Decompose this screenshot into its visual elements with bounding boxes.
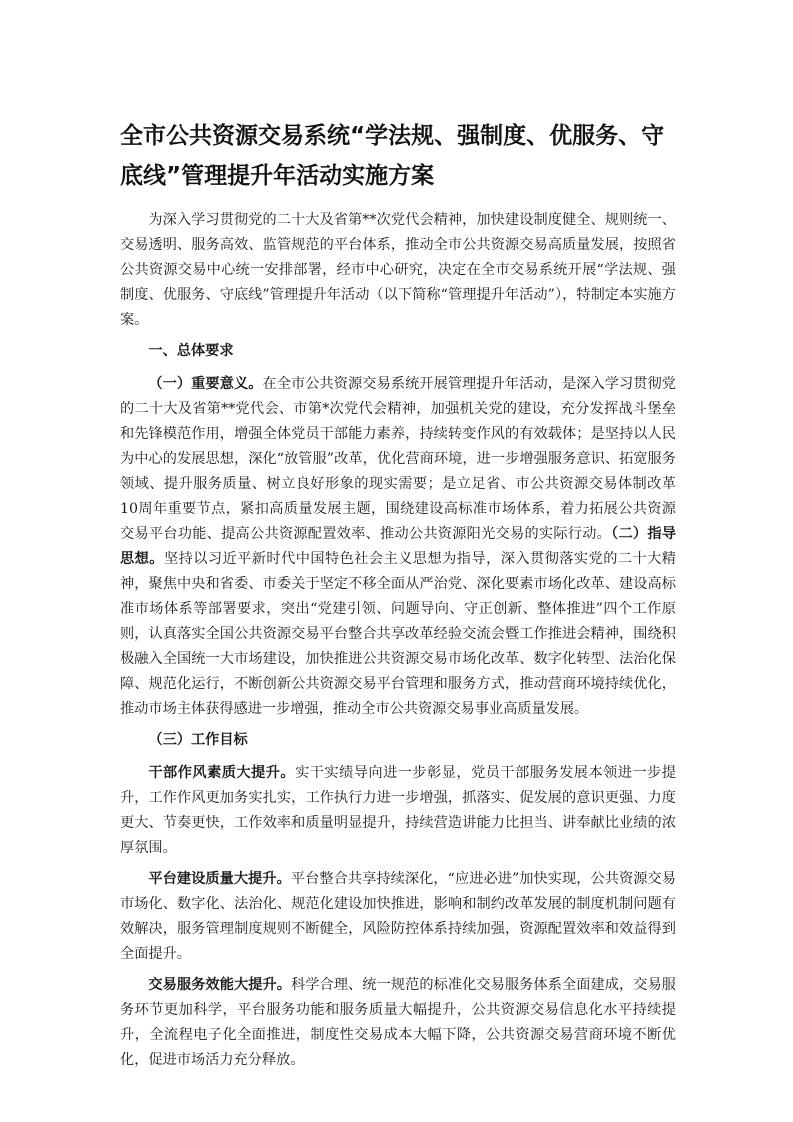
goal-text: 实干实绩导向进一步彰显，党员干部服务发展本领进一步提升，工作作风更加务实扎实，工作执行力进一步增强，抓落实、促发展的意识更强、力度更大、节奏更快，工作效率和质量明显提升，持续营造讲能力比担当、讲奉献比业绩的浓厚氛围。 [120,765,676,856]
subheading-significance: （一）重要意义。 [148,376,263,392]
intro-paragraph: 为深入学习贯彻党的二十大及省第**次党代会精神，加快建设制度健全、规则统一、交易透明、服务高效、监管规范的平台体系，推动全市公共资源交易高质量发展，按照省公共资源交易中心统一安排部署，经市中心研究，决定在全市交易系统开展“学法规、强制度、优服务、守底线”管理提升年活动（以下简称“管理提升年活动”），特制定本实施方案。 [120,212,676,328]
goal-text: 科学合理、统一规范的标准化交易服务体系全面建成，交易服务环节更加科学，平台服务功能和服务质量大幅提升，公共资源交易信息化水平持续提升，全流程电子化全面推进，制度性交易成本大幅下降，公共资源交易营商环境不断优化，促进市场活力充分释放。 [120,977,676,1068]
subheading-work-goals: （三）工作目标 [148,732,248,748]
goal-paragraph [120,761,676,861]
goal-lead: 平台建设质量大提升。 [148,871,291,887]
goal-text: 平台整合共享持续深化，“应进必进”加快实现，公共资源交易市场化、数字化、法治化、规范化建设加快推进，影响和制约改革发展的制度机制问题有效解决，服务管理制度规则不断健全，风险防控体系持续加强，资源配置效率和效益得到全面提升。 [120,871,676,962]
guiding-ideology-text: 坚持以习近平新时代中国特色社会主义思想为指导，深入贯彻落实党的二十大精神，聚焦中央和省委、市委关于坚定不移全面从严治党、深化要素市场化改革、建设高标准市场体系等部署要求，突出“党建引领、问题导向、守正创新、整体推进”四个工作原则，认真落实全国公共资源交易平台整合共享改革经验交流会暨工作推进会精神，围绕积极融入全国统一大市场建设，加快推进公共资源交易市场化改革、数字化转型、法治化保障、规范化运行，不断创新公共资源交易平台管理和服务方式，推动营商环境持续优化，推动市场主体获得感进一步增强，推动全市公共资源交易事业高质量发展。 [120,551,676,717]
document-body [120,208,676,1079]
document-title: 全市公共资源交易系统“学法规、强制度、优服务、守底线”管理提升年活动实施方案 [120,123,665,189]
significance-text: 在全市公共资源交易系统开展管理提升年活动，是深入学习贯彻党的二十大及省第**党代会、市第*次党代会精神，加强机关党的建设，充分发挥战斗堡垒和先锋模范作用，增强全体党员干部能力素养，持续转变作风的有效载体；是坚持以人民为中心的发展思想，深化“放管服”改革，优化营商环境，进一步增强服务意识、拓宽服务领域、提升服务质量、树立良好形象的现实需要；是立足省、市公共资源交易体制改革10周年重要节点，紧扣高质量发展主题，围绕建设高标准市场体系，着力拓展公共资源交易平台功能、提高公共资源配置效率、推动公共资源阳光交易的实际行动。 [120,376,676,542]
subheading-guiding-ideology: （二）指导思想。 [120,526,676,567]
goal-paragraph [120,867,676,967]
goal-lead: 干部作风素质大提升。 [148,765,296,781]
goal-paragraph [120,973,676,1073]
paragraph-significance-and-guiding-ideology [120,372,676,722]
goal-lead: 交易服务效能大提升。 [148,977,291,993]
section-heading-overall-requirements: 一、总体要求 [148,343,234,359]
